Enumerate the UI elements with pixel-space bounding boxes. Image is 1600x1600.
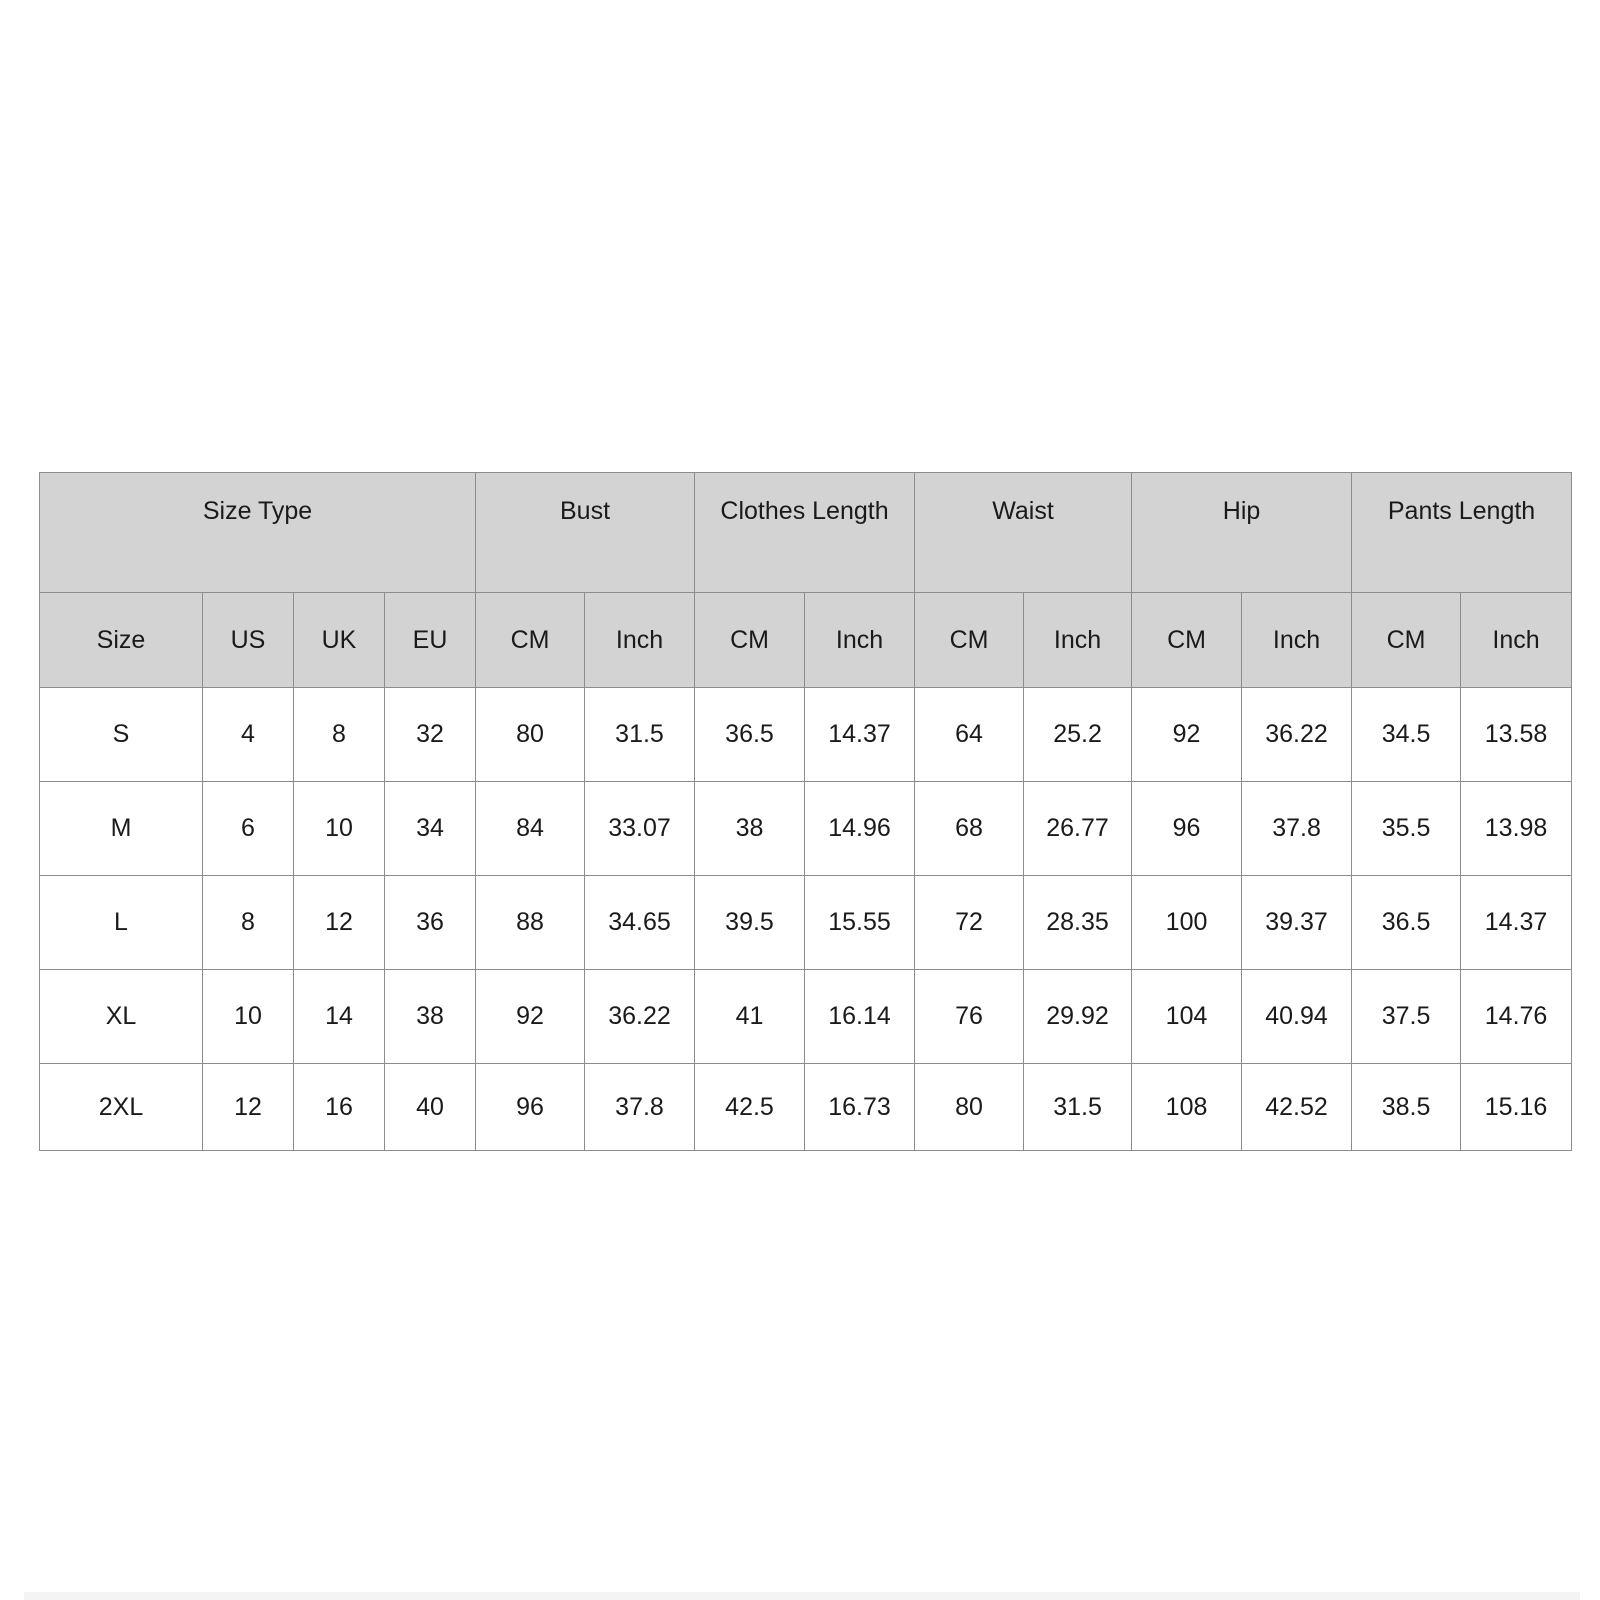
table-cell: 42.5: [695, 1064, 805, 1151]
header-hip: Hip: [1132, 473, 1352, 593]
header-pants-length: Pants Length: [1352, 473, 1572, 593]
table-row: [40, 688, 1572, 782]
table-cell: 37.8: [585, 1064, 695, 1151]
subheader-hip-cm: CM: [1132, 593, 1242, 688]
subheader-bust-inch: Inch: [585, 593, 695, 688]
subheader-us: US: [203, 593, 294, 688]
table-row: [40, 1064, 1572, 1151]
table-cell: 14.76: [1461, 970, 1572, 1064]
table-cell: 68: [915, 782, 1024, 876]
table-cell: 38.5: [1352, 1064, 1461, 1151]
table-cell: 72: [915, 876, 1024, 970]
table-cell: 14.37: [1461, 876, 1572, 970]
table-cell: 26.77: [1024, 782, 1132, 876]
table-cell: 13.58: [1461, 688, 1572, 782]
table-cell: 16.73: [805, 1064, 915, 1151]
table-cell: 92: [1132, 688, 1242, 782]
table-cell: 2XL: [40, 1064, 203, 1151]
subheader-bust-cm: CM: [476, 593, 585, 688]
table-cell: 32: [385, 688, 476, 782]
table-cell: M: [40, 782, 203, 876]
table-cell: 40.94: [1242, 970, 1352, 1064]
table-cell: 15.55: [805, 876, 915, 970]
table-cell: 14.37: [805, 688, 915, 782]
table-cell: 38: [695, 782, 805, 876]
header-size-type: Size Type: [40, 473, 476, 593]
table-cell: XL: [40, 970, 203, 1064]
table-cell: 31.5: [1024, 1064, 1132, 1151]
table-cell: 104: [1132, 970, 1242, 1064]
table-cell: 12: [203, 1064, 294, 1151]
table-cell: 36.5: [695, 688, 805, 782]
header-waist: Waist: [915, 473, 1132, 593]
table-row: [40, 876, 1572, 970]
subheader-hip-inch: Inch: [1242, 593, 1352, 688]
table-cell: 12: [294, 876, 385, 970]
subheader-eu: EU: [385, 593, 476, 688]
table-cell: 14.96: [805, 782, 915, 876]
table-cell: 76: [915, 970, 1024, 1064]
header-bust: Bust: [476, 473, 695, 593]
table-cell: 80: [915, 1064, 1024, 1151]
subheader-uk: UK: [294, 593, 385, 688]
table-cell: 31.5: [585, 688, 695, 782]
table-row: [40, 970, 1572, 1064]
subheader-clothes-length-cm: CM: [695, 593, 805, 688]
table-cell: 41: [695, 970, 805, 1064]
table-cell: 39.37: [1242, 876, 1352, 970]
table-cell: 37.8: [1242, 782, 1352, 876]
table-cell: 8: [294, 688, 385, 782]
table-cell: 92: [476, 970, 585, 1064]
table-cell: 100: [1132, 876, 1242, 970]
table-cell: 13.98: [1461, 782, 1572, 876]
table-row: [40, 782, 1572, 876]
table-cell: 38: [385, 970, 476, 1064]
table-cell: 34: [385, 782, 476, 876]
table-cell: L: [40, 876, 203, 970]
table-cell: 6: [203, 782, 294, 876]
bottom-divider: [24, 1592, 1580, 1600]
table-body: [40, 688, 1572, 1151]
sub-header-row: [40, 593, 1572, 688]
table-cell: 29.92: [1024, 970, 1132, 1064]
table-cell: 84: [476, 782, 585, 876]
table-cell: S: [40, 688, 203, 782]
table-cell: 37.5: [1352, 970, 1461, 1064]
table-cell: 35.5: [1352, 782, 1461, 876]
table-cell: 15.16: [1461, 1064, 1572, 1151]
group-header-row: [40, 473, 1572, 593]
table-cell: 36.22: [585, 970, 695, 1064]
table-cell: 16: [294, 1064, 385, 1151]
table-cell: 96: [476, 1064, 585, 1151]
table-cell: 40: [385, 1064, 476, 1151]
table-cell: 34.5: [1352, 688, 1461, 782]
table-cell: 39.5: [695, 876, 805, 970]
table-cell: 8: [203, 876, 294, 970]
table-cell: 28.35: [1024, 876, 1132, 970]
subheader-waist-inch: Inch: [1024, 593, 1132, 688]
table-cell: 4: [203, 688, 294, 782]
subheader-clothes-length-inch: Inch: [805, 593, 915, 688]
subheader-waist-cm: CM: [915, 593, 1024, 688]
subheader-size: Size: [40, 593, 203, 688]
table-cell: 42.52: [1242, 1064, 1352, 1151]
table-cell: 80: [476, 688, 585, 782]
table-cell: 108: [1132, 1064, 1242, 1151]
table-cell: 96: [1132, 782, 1242, 876]
table-cell: 36.5: [1352, 876, 1461, 970]
table-cell: 10: [203, 970, 294, 1064]
table-cell: 34.65: [585, 876, 695, 970]
table-cell: 33.07: [585, 782, 695, 876]
subheader-pants-length-inch: Inch: [1461, 593, 1572, 688]
table-cell: 16.14: [805, 970, 915, 1064]
subheader-pants-length-cm: CM: [1352, 593, 1461, 688]
table-cell: 10: [294, 782, 385, 876]
table-cell: 14: [294, 970, 385, 1064]
table-cell: 36: [385, 876, 476, 970]
table-cell: 64: [915, 688, 1024, 782]
table-cell: 36.22: [1242, 688, 1352, 782]
table-cell: 88: [476, 876, 585, 970]
header-clothes-length: Clothes Length: [695, 473, 915, 593]
size-chart-table: [39, 472, 1572, 1151]
table-cell: 25.2: [1024, 688, 1132, 782]
